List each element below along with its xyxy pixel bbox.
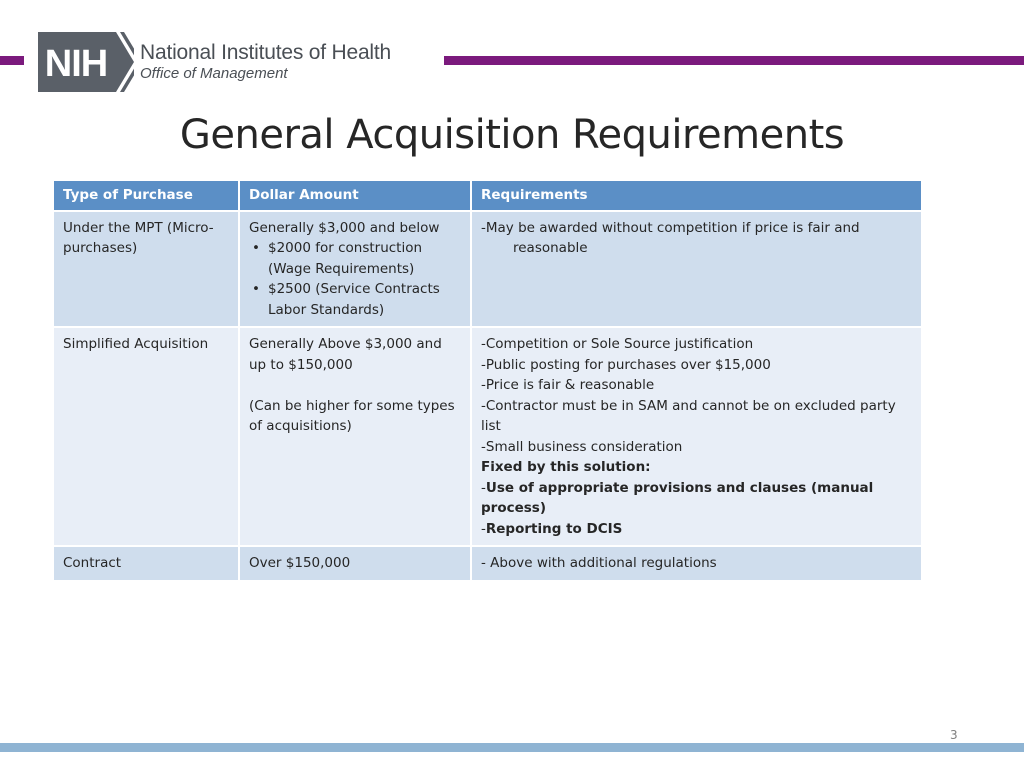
req-line: -May be awarded without competition if price is fair and [481, 219, 860, 236]
cell-type: Simplified Acquisition [53, 327, 239, 546]
logo-mark-text: NIH [44, 43, 108, 85]
requirements-table [52, 179, 923, 582]
amount-note: (Can be higher for some types of acquisitions) [249, 397, 455, 434]
fixed-item-text: Use of appropriate provisions and clauses (manual process) [481, 479, 874, 516]
page-number: 3 [950, 728, 958, 742]
req-line-continued: reasonable [513, 240, 588, 256]
req-item: -Competition or Sole Source justification [481, 336, 754, 352]
header-dollar-amount: Dollar Amount [239, 180, 471, 211]
amount-intro: Generally Above $3,000 and up to $150,000 [249, 336, 442, 373]
fixed-heading: Fixed by this solution: [481, 459, 651, 475]
fixed-item-text: Reporting to DCIS [485, 520, 623, 537]
org-name: National Institutes of Health [140, 41, 392, 64]
amount-bullets [249, 238, 461, 320]
cell-amount: Over $150,000 [239, 546, 471, 581]
office-name: Office of Management [140, 65, 288, 82]
table-header-row [53, 180, 922, 211]
req-item: -Price is fair & reasonable [481, 377, 655, 393]
table-row [53, 546, 922, 581]
cell-amount [239, 211, 471, 328]
list-item: • $2500 (Service Contracts Labor Standards) [249, 279, 461, 320]
table-row [53, 327, 922, 546]
footer-bar [0, 743, 1024, 752]
req-item: -Contractor must be in SAM and cannot be on excluded party list [481, 397, 896, 434]
table-row [53, 211, 922, 328]
header-type-of-purchase: Type of Purchase [53, 180, 239, 211]
header-accent-bar-right [444, 56, 1024, 65]
cell-amount [239, 327, 471, 546]
req-item: -Public posting for purchases over $15,000 [481, 356, 771, 373]
fixed-item: -Use of appropriate provisions and clauses (manual process) [481, 479, 874, 516]
cell-type: Under the MPT (Micro-purchases) [53, 211, 239, 328]
fixed-item: -Reporting to DCIS [481, 520, 623, 537]
list-item: • $2000 for construction (Wage Requirements) [249, 238, 461, 279]
amount-intro: Generally $3,000 and below [249, 219, 440, 236]
cell-requirements [471, 211, 922, 328]
nih-logo-icon [38, 32, 134, 92]
slide-title: General Acquisition Requirements [179, 112, 845, 158]
cell-requirements [471, 327, 922, 546]
nih-logo [38, 32, 391, 92]
cell-requirements: - Above with additional regulations [471, 546, 922, 581]
req-item: -Small business consideration [481, 438, 683, 455]
cell-type: Contract [53, 546, 239, 581]
header-requirements: Requirements [471, 180, 922, 211]
header-accent-bar-left [0, 56, 24, 65]
